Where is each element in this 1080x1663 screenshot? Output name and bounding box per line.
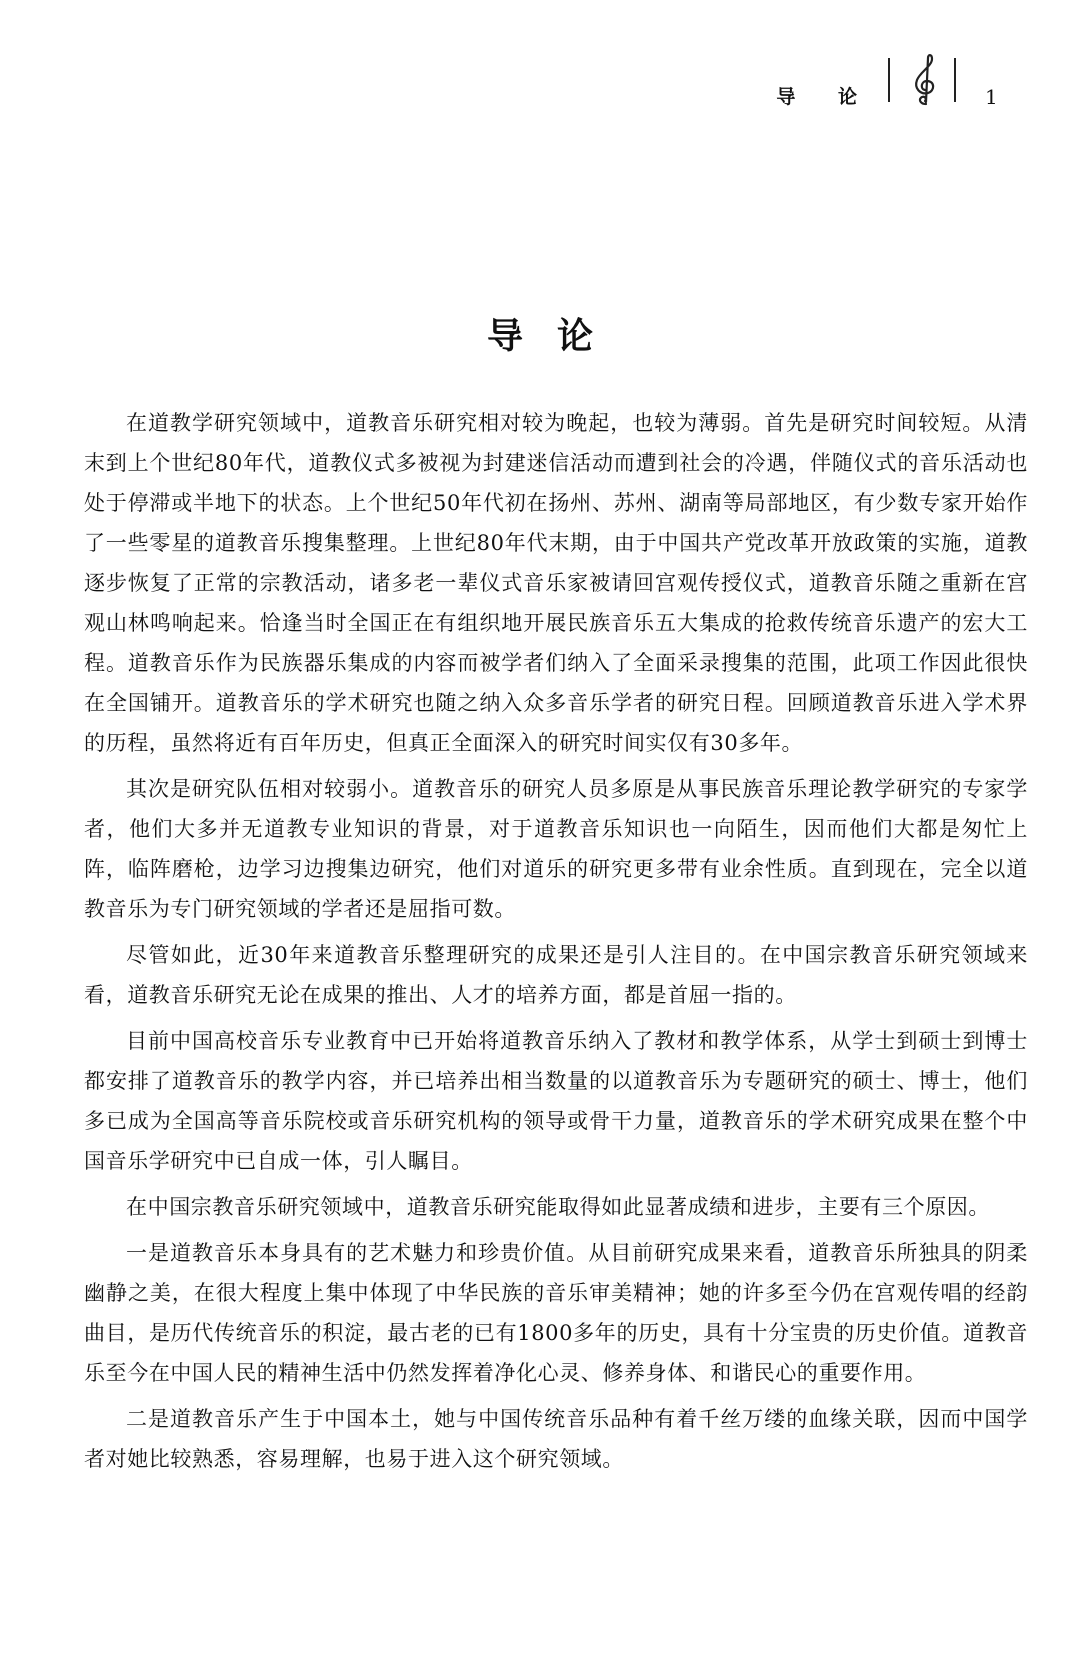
paragraph: 其次是研究队伍相对较弱小。道教音乐的研究人员多原是从事民族音乐理论教学研究的专家学者，他们大多并无道教专业知识的背景，对于道教音乐知识也一向陌生，因而他们大都是匆忙上阵，临阵磨枪，边学习边搜集边研究，他们对道乐的研究更多带有业余性质。直到现在，完全以道教音乐为专门研究领域的学者还是屈指可数。 <box>84 777 1028 921</box>
paragraph: 二是道教音乐产生于中国本土，她与中国传统音乐品种有着千丝万缕的血缘关联，因而中国学者对她比较熟悉，容易理解，也易于进入这个研究领域。 <box>84 1407 1028 1471</box>
paragraph: 在中国宗教音乐研究领域中，道教音乐研究能取得如此显著成绩和进步，主要有三个原因。 <box>126 1195 990 1219</box>
header-divider-right <box>954 58 956 102</box>
chapter-title: 导论 <box>486 315 627 358</box>
paragraph: 目前中国高校音乐专业教育中已开始将道教音乐纳入了教材和教学体系，从学士到硕士到博士都安排了道教音乐的教学内容，并已培养出相当数量的以道教音乐为专题研究的硕士、博士，他们多已成为全国高等音乐院校或音乐研究机构的领导或骨干力量，道教音乐的学术研究成果在整个中国音乐学研究中已自成一体，引人瞩目。 <box>84 1029 1028 1173</box>
header-divider-left <box>888 58 890 102</box>
running-header-title: 导 论 <box>776 86 875 108</box>
paragraph: 在道教学研究领域中，道教音乐研究相对较为晚起，也较为薄弱。首先是研究时间较短。从清末到上个世纪80年代，道教仪式多被视为封建迷信活动而遭到社会的冷遇，伴随仪式的音乐活动也处于停滞或半地下的状态。上个世纪50年代初在扬州、苏州、湖南等局部地区，有少数专家开始作了一些零星的道教音乐搜集整理。上世纪80年代末期，由于中国共产党改革开放政策的实施，道教逐步恢复了正常的宗教活动，诸多老一辈仪式音乐家被请回宫观传授仪式，道教音乐随之重新在宫观山林鸣响起来。恰逢当时全国正在有组织地开展民族音乐五大集成的抢救传统音乐遗产的宏大工程。道教音乐作为民族器乐集成的内容而被学者们纳入了全面采录搜集的范围，此项工作因此很快在全国铺开。道教音乐的学术研究也随之纳入众多音乐学者的研究日程。回顾道教音乐进入学术界的历程，虽然将近有百年历史，但真正全面深入的研究时间实仅有30多年。 <box>84 411 1028 755</box>
running-header <box>0 58 1080 118</box>
body-text <box>84 403 1028 1485</box>
treble-clef-icon <box>902 52 948 106</box>
page-number: 1 <box>985 85 998 109</box>
paragraph: 一是道教音乐本身具有的艺术魅力和珍贵价值。从目前研究成果来看，道教音乐所独具的阴柔幽静之美，在很大程度上集中体现了中华民族的音乐审美精神；她的许多至今仍在宫观传唱的经韵曲目，是历代传统音乐的积淀，最古老的已有1800多年的历史，具有十分宝贵的历史价值。道教音乐至今在中国人民的精神生活中仍然发挥着净化心灵、修养身体、和谐民心的重要作用。 <box>84 1241 1028 1385</box>
paragraph: 尽管如此，近30年来道教音乐整理研究的成果还是引人注目的。在中国宗教音乐研究领域来看，道教音乐研究无论在成果的推出、人才的培养方面，都是首屈一指的。 <box>84 943 1028 1007</box>
